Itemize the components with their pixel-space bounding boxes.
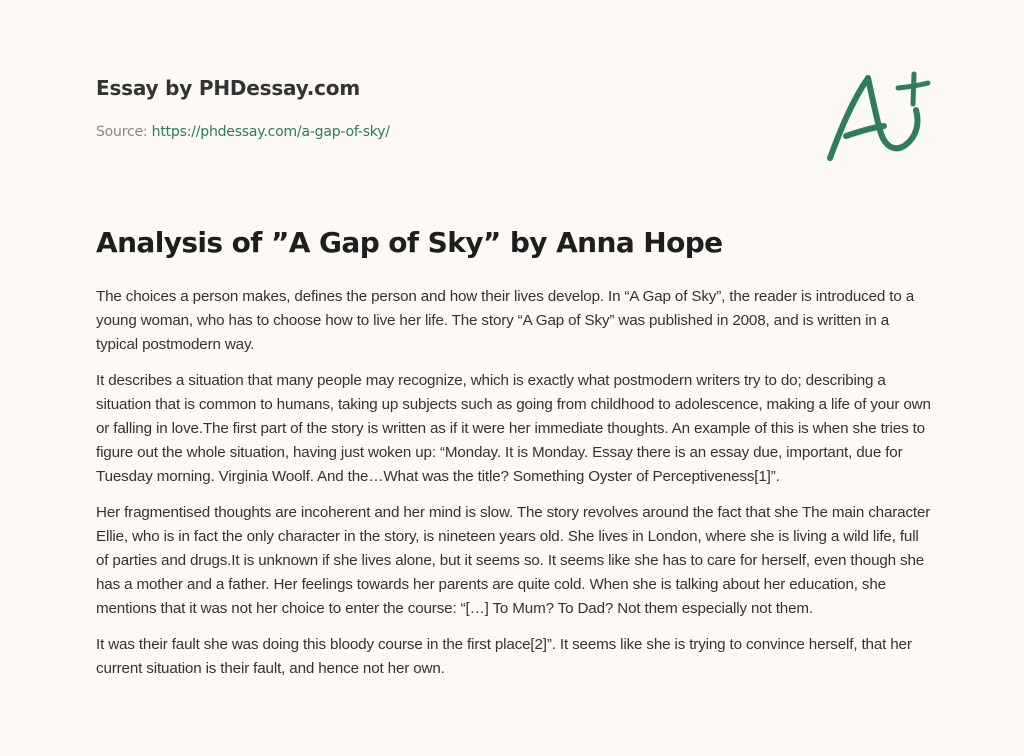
essay-title: Analysis of ”A Gap of Sky” by Anna Hope — [96, 226, 723, 259]
source-label: Source: — [96, 124, 148, 140]
source-link[interactable]: https://phdessay.com/a-gap-of-sky/ — [151, 124, 390, 140]
source-line — [96, 124, 390, 140]
site-title: Essay by PHDessay.com — [96, 76, 360, 100]
site-header — [96, 76, 928, 100]
essay-paragraph: The choices a person makes, defines the person and how their lives develop. In “A Gap of Sky”, the reader is introduced to a young woman, who has to choose how to live her life. The story “A Gap of Sky” was published in 2008, and is written in a typical postmodern way. — [96, 288, 915, 353]
essay-paragraph: It describes a situation that many people may recognize, which is exactly what postmodern writers try to do; describing a situation that is common to humans, taking up subjects such as going from childhood to adolescence, making a life of your own or falling in love.The first part of the story is written as if it were her immediate thoughts. An example of this is when she tries to figure out the whole situation, having just woken up: “Monday. It is Monday. Essay there is an essay due, important, due for Tuesday morning. Virginia Woolf. And the…What was the title? Something Oyster of Perceptiveness[1]”. — [96, 372, 931, 485]
essay-body — [96, 285, 932, 693]
a-plus-grade-icon — [822, 66, 932, 166]
essay-paragraph: It was their fault she was doing this bloody course in the first place[2]”. It seems like she is trying to convince herself, that her current situation is their fault, and hence not her own. — [96, 636, 912, 677]
essay-paragraph: Her fragmentised thoughts are incoherent and her mind is slow. The story revolves around the fact that she The main character Ellie, who is in fact the only character in the story, is nineteen years old. She lives in London, where she is living a wild life, full of parties and drugs.It is unknown if she lives alone, but it seems so. It seems like she has to care for herself, even though she has a mother and a father. Her feelings towards her parents are quite cold. When she is talking about her education, she mentions that it was not her choice to enter the course: “[…] To Mum? To Dad? Not them especially not them. — [96, 504, 931, 617]
